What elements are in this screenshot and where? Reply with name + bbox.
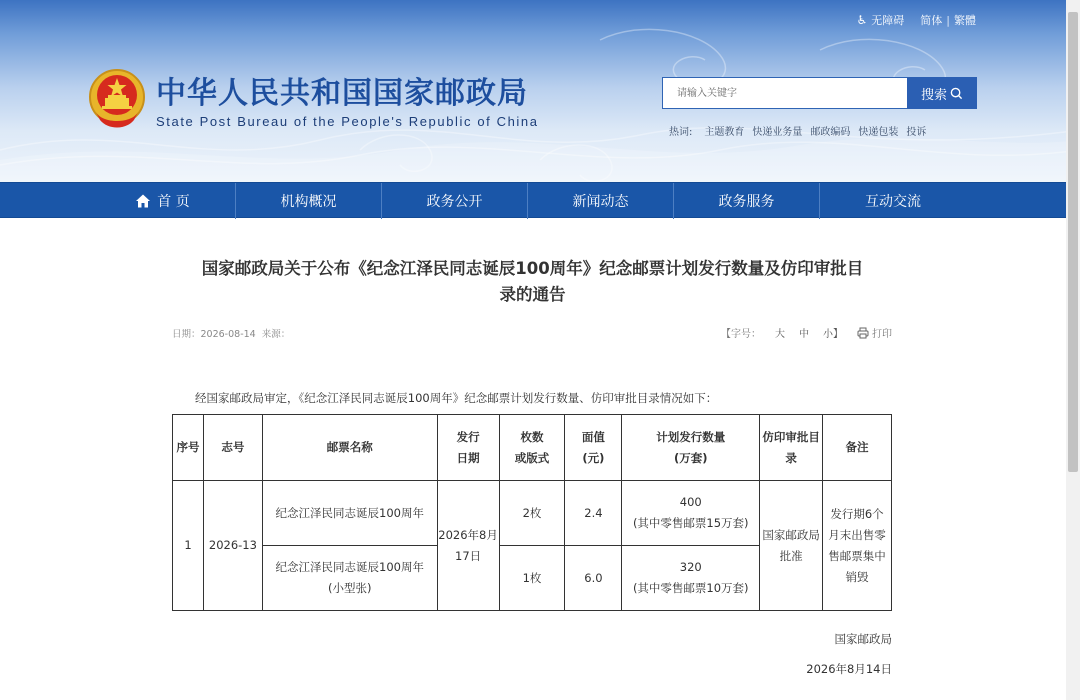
search-button[interactable] <box>907 77 977 109</box>
font-size-large-button[interactable]: 大 <box>775 329 785 340</box>
table-header-row <box>173 415 892 481</box>
header-text: 录 <box>785 450 797 465</box>
cell-text: 销毁 <box>845 569 869 584</box>
signature-date: 2026年8月14日 <box>806 662 892 676</box>
header-planned-quantity <box>622 415 760 481</box>
hot-keywords <box>669 123 926 138</box>
header-no: 序号 <box>173 415 204 481</box>
home-icon <box>135 193 151 209</box>
cell-text: 国家邮政局 <box>762 527 820 542</box>
print-button[interactable] <box>857 325 892 340</box>
article-title <box>170 256 895 308</box>
print-label: 打印 <box>872 329 892 340</box>
cell-text: 发行期6个 <box>830 506 884 521</box>
nav-item-news[interactable] <box>528 183 674 219</box>
header-text: (元) <box>582 450 605 465</box>
accessibility-icon[interactable]: ♿ <box>856 13 868 27</box>
nav-item-label: 政务公开 <box>426 194 483 210</box>
article-title-line: 录的通告 <box>499 285 566 304</box>
site-title-cn[interactable]: 中华人民共和国国家邮政局 <box>156 76 528 111</box>
header-text: 发行 <box>456 429 480 444</box>
table-row <box>173 481 892 546</box>
cell-text: (其中零售邮票15万套) <box>632 516 749 530</box>
search-box <box>662 77 908 109</box>
cell-face-value: 2.4 <box>565 481 622 546</box>
cell-stamp-name <box>262 481 437 546</box>
article-date: 日期：2026-08-14 <box>172 329 256 340</box>
signature-org: 国家邮政局 <box>834 632 892 646</box>
cell-text: 纪念江泽民同志诞辰100周年 <box>275 505 424 520</box>
nav-item-label: 新闻动态 <box>572 194 629 210</box>
nav-item-label: 首 页 <box>157 194 190 210</box>
header-text: 或版式 <box>514 450 550 465</box>
font-size-label: 【字号： <box>721 329 761 340</box>
header-text: 日期 <box>456 450 480 465</box>
accessibility-link[interactable]: 无障碍 <box>871 14 905 27</box>
nav-item-label: 互动交流 <box>865 194 921 210</box>
article-intro: 经国家邮政局审定，《纪念江泽民同志诞辰100周年》纪念邮票计划发行数量、仿印审批目录情况如下： <box>195 391 718 405</box>
cell-text: 400 <box>679 495 702 509</box>
scrollbar-thumb[interactable] <box>1068 12 1078 472</box>
hot-keyword[interactable]: 主题教育 <box>704 127 745 138</box>
article-meta <box>172 326 290 340</box>
article-source: 来源： <box>261 329 291 340</box>
search-icon <box>950 87 963 100</box>
hot-keyword[interactable]: 投诉 <box>906 127 927 138</box>
site-header <box>0 0 1080 182</box>
cell-stamp-name <box>262 546 437 611</box>
main-nav <box>0 182 1080 218</box>
cell-text: 纪念江泽民同志诞辰100周年 <box>275 560 424 574</box>
hot-keyword[interactable]: 快递业务量 <box>752 127 803 138</box>
hot-keyword[interactable]: 邮政编码 <box>810 127 851 138</box>
header-text: 枚数 <box>520 429 544 444</box>
cell-text: (其中零售邮票10万套) <box>632 581 749 595</box>
cell-text: 17日 <box>455 548 482 563</box>
simplified-chinese-link[interactable]: 简体 <box>920 14 943 27</box>
header-text: 仿印审批目 <box>762 429 820 444</box>
font-size-small-button[interactable]: 小】 <box>823 329 843 340</box>
header-text: 计划发行数量 <box>656 429 726 444</box>
header-remark: 备注 <box>823 415 892 481</box>
header-text: (万套) <box>673 450 708 465</box>
traditional-chinese-link[interactable]: 繁體 <box>954 14 976 27</box>
cell-text: 售邮票集中 <box>828 548 886 563</box>
search-button-label: 搜索 <box>920 87 947 103</box>
header-text: 面值 <box>581 429 605 444</box>
cell-stamp-no: 2026-13 <box>203 481 262 611</box>
search-input[interactable] <box>663 78 908 108</box>
header-approval <box>760 415 823 481</box>
cell-text: 批准 <box>779 548 803 563</box>
cell-count: 2枚 <box>499 481 565 546</box>
nav-item-government-affairs[interactable] <box>382 183 528 219</box>
font-size-medium-button[interactable]: 中 <box>799 329 809 340</box>
lang-divider: | <box>946 13 950 27</box>
page-scrollbar[interactable] <box>1066 0 1080 700</box>
hot-keywords-label: 热词: <box>669 127 693 138</box>
cell-approval <box>760 481 823 611</box>
cell-issue-date <box>437 481 499 611</box>
site-title-en: State Post Bureau of the People's Republic of China <box>156 114 539 129</box>
header-stamp-name: 邮票名称 <box>262 415 437 481</box>
cell-count: 1枚 <box>499 546 565 611</box>
nav-item-organization[interactable] <box>236 183 382 219</box>
header-stamp-no: 志号 <box>203 415 262 481</box>
nav-item-interaction[interactable] <box>820 183 966 219</box>
hot-keyword[interactable]: 快递包装 <box>858 127 899 138</box>
cell-text: 320 <box>679 560 702 574</box>
nav-item-label: 机构概况 <box>280 194 337 210</box>
cell-text: 月末出售零 <box>828 527 886 542</box>
header-count <box>499 415 565 481</box>
cell-remark <box>823 481 892 611</box>
nav-item-services[interactable] <box>674 183 820 219</box>
cell-planned-quantity <box>622 546 760 611</box>
cell-no: 1 <box>173 481 204 611</box>
header-face-value <box>565 415 622 481</box>
article-tools <box>721 325 892 340</box>
cell-text: (小型张) <box>328 581 372 595</box>
nav-item-label: 政务服务 <box>718 194 775 210</box>
cell-planned-quantity <box>622 481 760 546</box>
national-emblem-icon[interactable] <box>88 68 146 130</box>
stamp-table <box>172 414 892 611</box>
nav-item-home[interactable] <box>90 183 236 219</box>
topbar <box>857 12 976 28</box>
article-title-line: 国家邮政局关于公布《纪念江泽民同志诞辰100周年》纪念邮票计划发行数量及仿印审批目 <box>201 259 864 278</box>
cell-face-value: 6.0 <box>565 546 622 611</box>
printer-icon <box>857 327 869 339</box>
cell-text: 2026年8月 <box>438 527 498 542</box>
header-issue-date <box>437 415 499 481</box>
